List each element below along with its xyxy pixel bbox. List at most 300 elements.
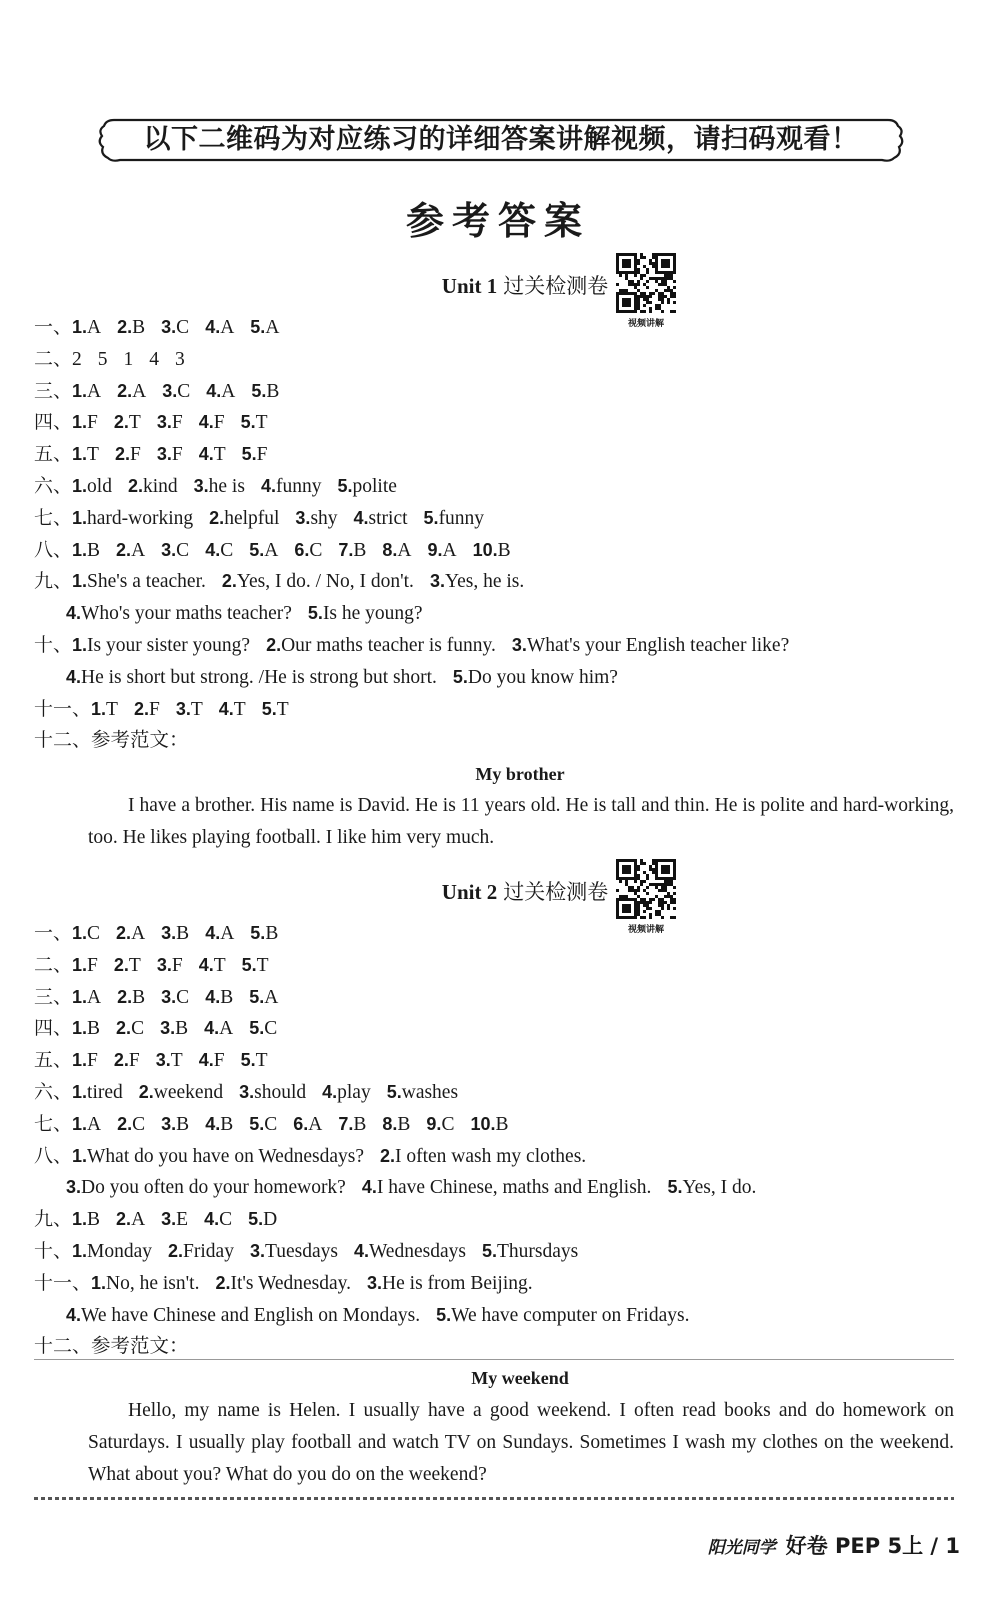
item-answer: Tuesdays	[264, 1241, 338, 1262]
item-number: 1.	[72, 412, 88, 433]
answer-item	[205, 923, 234, 944]
item-number: 2.	[168, 1241, 184, 1261]
answer-item	[72, 1209, 100, 1230]
item-answer: 5	[97, 348, 108, 370]
item-number: 5.	[249, 1018, 265, 1039]
answer-item	[199, 1050, 225, 1071]
item-number: 5.	[261, 698, 277, 719]
unit2-qr-code[interactable]	[610, 858, 682, 935]
item-number: 2.	[116, 539, 132, 560]
item-number: 4.	[218, 698, 234, 719]
item-number: 2.	[116, 923, 132, 943]
answer-item	[250, 317, 279, 338]
item-answer: strict	[368, 507, 408, 529]
answer-item	[512, 635, 789, 656]
item-answer: B	[220, 1113, 234, 1135]
item-number: 5.	[249, 986, 265, 1007]
item-number: 1.	[72, 954, 88, 975]
unit1-qr-code[interactable]	[610, 252, 682, 329]
item-number: 2.	[117, 986, 133, 1007]
item-answer: he is	[208, 476, 245, 497]
item-number: 3.	[295, 507, 311, 528]
item-answer: F	[171, 954, 183, 976]
answer-line	[34, 375, 295, 407]
item-number: 4.	[353, 507, 369, 528]
banner-text: 以下二维码为对应练习的详细答案讲解视频，请扫码观看！	[143, 124, 859, 155]
answer-item	[161, 923, 189, 944]
answer-item	[72, 987, 101, 1008]
item-number: 5.	[667, 1177, 683, 1198]
answer-item	[157, 444, 183, 465]
answer-item	[204, 1209, 232, 1230]
answer-item	[117, 381, 146, 402]
item-answer: shy	[310, 507, 338, 529]
item-answer: funny	[438, 507, 485, 529]
answer-line	[34, 981, 294, 1013]
answer-line	[34, 724, 205, 756]
item-number: 3.	[249, 1241, 265, 1261]
answer-item	[149, 349, 159, 370]
answer-item	[205, 540, 233, 561]
item-answer: Thursdays	[496, 1241, 579, 1262]
question-number: 三、	[34, 379, 73, 402]
item-number: 10.	[470, 1113, 496, 1134]
answer-line	[34, 1267, 549, 1299]
answer-item	[251, 381, 279, 402]
answer-item	[380, 1146, 586, 1167]
item-answer: 参考范文：	[91, 730, 189, 752]
item-answer: Do you often do your homework?	[81, 1177, 346, 1199]
item-number: 5.	[423, 507, 439, 528]
question-number: 五、	[34, 443, 73, 466]
unit1-essay-title: My brother	[475, 764, 565, 784]
answer-line	[34, 917, 294, 949]
answer-item	[116, 923, 145, 944]
answer-line	[34, 629, 805, 661]
answer-item	[295, 508, 337, 529]
item-answer: A	[131, 923, 146, 944]
question-number: 十、	[34, 1240, 73, 1262]
question-number: 三、	[34, 985, 73, 1008]
answer-item	[470, 1114, 508, 1135]
item-number: 5.	[307, 603, 323, 624]
item-answer: A	[442, 539, 457, 561]
item-number: 3.	[156, 444, 172, 465]
answer-item	[382, 1114, 410, 1135]
item-number: 3.	[156, 954, 172, 975]
answer-item	[261, 476, 322, 497]
answer-line	[34, 1235, 594, 1267]
item-number: 3.	[161, 986, 177, 1007]
answer-item	[160, 1018, 188, 1039]
item-number: 7.	[338, 539, 354, 560]
item-answer: Wednesdays	[368, 1241, 466, 1262]
question-number: 九、	[34, 570, 73, 593]
item-answer: C	[219, 1209, 233, 1231]
item-answer: B	[132, 317, 146, 338]
answer-item	[128, 476, 178, 497]
item-number: 2.	[117, 1113, 133, 1134]
answer-line	[34, 1203, 293, 1235]
item-number: 4.	[205, 539, 221, 560]
unit2-title-en: Unit 2	[441, 880, 498, 904]
answer-item	[482, 1241, 578, 1262]
item-answer: hard-working	[87, 507, 194, 529]
item-number: 2.	[221, 571, 237, 592]
item-answer: What's your English teacher like?	[526, 635, 790, 656]
item-answer: C	[220, 539, 234, 561]
answer-item	[72, 444, 99, 465]
item-number: 3.	[161, 1209, 177, 1230]
item-answer: old	[87, 476, 112, 497]
item-number: 8.	[382, 1113, 398, 1134]
item-answer: C	[131, 1018, 145, 1040]
item-number: 4.	[198, 1050, 214, 1071]
item-answer: C	[176, 986, 190, 1008]
answer-item	[114, 412, 141, 433]
question-number: 十一、	[34, 1271, 92, 1294]
unit1-title-cn: 过关检测卷	[503, 274, 609, 298]
answer-line	[34, 693, 305, 725]
unit2-essay-text: Hello, my name is Helen. I usually have a good weekend. I often read books and do homework on Saturdays. I usually play football and watch TV on Sundays. Sometimes I wash my clothes on the weekend. What about you? What do you do on the weekend?	[88, 1400, 954, 1485]
answer-item	[473, 540, 511, 561]
item-answer: F	[87, 412, 98, 434]
item-answer: B	[265, 923, 279, 944]
item-number: 3.	[66, 1177, 82, 1198]
answer-item	[322, 1082, 371, 1103]
answer-item	[194, 476, 245, 497]
answer-item	[250, 1241, 338, 1262]
answer-item	[161, 540, 189, 561]
item-answer: T	[128, 412, 141, 434]
answer-line	[34, 565, 540, 597]
question-number: 四、	[34, 411, 73, 434]
answer-item	[72, 1241, 152, 1262]
answer-item	[250, 923, 278, 944]
question-number: 九、	[34, 1208, 73, 1231]
item-number: 5.	[250, 923, 266, 943]
item-answer: A	[87, 380, 102, 402]
question-number: 五、	[34, 1049, 73, 1072]
answer-item	[72, 955, 98, 976]
qr-label: 视频讲解	[627, 925, 664, 935]
item-number: 3.	[367, 1272, 383, 1293]
answer-item	[199, 444, 226, 465]
item-answer: T	[128, 954, 141, 976]
item-answer: We have computer on Fridays.	[451, 1304, 690, 1326]
item-answer: should	[254, 1082, 307, 1103]
item-answer: C	[176, 539, 190, 561]
item-number: 5.	[249, 1113, 265, 1134]
item-number: 3.	[160, 1018, 176, 1039]
item-answer: C	[441, 1113, 455, 1135]
answer-item	[239, 1082, 306, 1103]
item-number: 1.	[72, 923, 88, 943]
item-answer: Who's your maths teacher?	[81, 603, 292, 625]
unit2-title-cn: 过关检测卷	[503, 880, 609, 904]
item-answer: Yes, I do. / No, I don't.	[236, 571, 414, 593]
answer-item	[426, 1114, 454, 1135]
answer-item	[72, 635, 250, 656]
answer-item	[453, 667, 618, 688]
item-answer: Yes, he is.	[444, 571, 525, 593]
item-answer: 2	[72, 348, 82, 370]
item-number: 9.	[426, 1113, 442, 1134]
answer-item	[115, 444, 141, 465]
divider	[34, 1359, 954, 1360]
item-answer: F	[129, 444, 141, 466]
answer-item	[72, 317, 101, 338]
item-answer: We have Chinese and English on Mondays.	[81, 1304, 421, 1326]
answer-item	[72, 1050, 98, 1071]
item-answer: A	[87, 986, 102, 1008]
item-answer: B	[495, 1113, 509, 1135]
answer-item	[362, 1177, 652, 1198]
answer-line	[34, 949, 285, 981]
item-number: 2.	[209, 507, 225, 528]
question-number: 七、	[34, 506, 73, 529]
item-number: 5.	[386, 1082, 402, 1102]
question-number: 十一、	[34, 697, 92, 720]
item-number: 1.	[72, 1113, 88, 1134]
answer-line	[34, 343, 201, 375]
item-number: 4.	[66, 603, 82, 624]
item-answer: Do you know him?	[467, 666, 618, 688]
item-answer: B	[87, 1018, 101, 1040]
answer-item	[294, 540, 322, 561]
answer-item	[116, 1018, 144, 1039]
answer-item	[91, 1336, 189, 1357]
item-number: 3.	[429, 571, 445, 592]
item-answer: A	[219, 1018, 234, 1040]
item-answer: B	[87, 1209, 101, 1231]
item-number: 5.	[250, 317, 266, 337]
item-answer: T	[255, 1050, 268, 1072]
item-answer: T	[106, 698, 118, 720]
unit2-title	[0, 876, 996, 906]
footer-text: 好卷 PEP 5上 / 1	[785, 1534, 960, 1558]
item-answer: D	[263, 1209, 278, 1231]
answer-item	[249, 1018, 277, 1039]
question-number: 二、	[34, 953, 73, 976]
answer-item	[116, 1209, 145, 1230]
answer-line	[34, 1140, 602, 1172]
answer-item	[241, 412, 268, 433]
answer-item	[176, 699, 203, 720]
answer-item	[436, 1305, 689, 1326]
item-number: 10.	[472, 539, 498, 560]
item-answer: F	[171, 412, 183, 434]
answer-item	[72, 1146, 364, 1167]
item-number: 2.	[133, 698, 149, 719]
item-answer: F	[171, 444, 183, 466]
item-number: 2.	[116, 1209, 132, 1230]
item-answer: T	[190, 698, 203, 720]
item-answer: I have Chinese, maths and English.	[376, 1177, 652, 1199]
item-number: 4.	[361, 1177, 377, 1198]
question-number: 十、	[34, 634, 73, 656]
answer-item	[266, 635, 496, 656]
answer-line	[34, 534, 527, 566]
answer-item	[338, 540, 366, 561]
item-number: 1.	[72, 635, 88, 655]
answer-item	[161, 1114, 189, 1135]
answer-item	[205, 317, 234, 338]
item-answer: funny	[275, 476, 322, 497]
item-number: 6.	[293, 1113, 309, 1134]
answer-item	[72, 381, 101, 402]
answer-line	[34, 1044, 284, 1076]
question-number: 一、	[34, 316, 73, 338]
question-number: 七、	[34, 1112, 73, 1135]
item-answer: No, he isn't.	[106, 1272, 200, 1294]
item-answer: A	[220, 923, 235, 944]
answer-item	[72, 412, 98, 433]
item-answer: play	[337, 1082, 371, 1103]
item-answer: He is from Beijing.	[382, 1272, 533, 1294]
answer-item	[222, 571, 414, 592]
answer-item	[162, 381, 190, 402]
answer-item	[367, 1273, 533, 1294]
item-answer: A	[397, 539, 412, 561]
item-number: 8.	[382, 539, 398, 560]
answer-item	[117, 1114, 145, 1135]
answer-item	[308, 603, 423, 624]
item-number: 4.	[206, 380, 222, 401]
item-answer: C	[176, 317, 190, 338]
item-number: 2.	[113, 954, 129, 975]
unit1-title-en: Unit 1	[441, 274, 498, 298]
answer-line	[66, 1171, 772, 1203]
item-number: 2.	[138, 1082, 154, 1102]
item-answer: F	[87, 954, 98, 976]
item-answer: C	[177, 380, 191, 402]
item-answer: 1	[123, 348, 134, 370]
answer-item	[249, 540, 278, 561]
item-answer: B	[497, 539, 511, 561]
item-answer: C	[264, 1113, 278, 1135]
item-number: 5.	[337, 476, 353, 496]
item-number: 2.	[117, 317, 133, 337]
answer-item	[91, 730, 189, 751]
item-number: 1.	[72, 444, 88, 465]
item-answer: weekend	[153, 1082, 224, 1103]
item-answer: C	[264, 1018, 278, 1040]
answer-item	[262, 699, 289, 720]
answer-item	[215, 1273, 351, 1294]
answer-item	[242, 444, 268, 465]
item-answer: A	[220, 317, 235, 338]
page-footer	[708, 1530, 960, 1560]
answer-item	[66, 1177, 346, 1198]
item-answer: T	[233, 698, 246, 720]
answer-line	[34, 502, 500, 534]
item-answer: F	[128, 1050, 140, 1072]
question-number: 八、	[34, 1144, 73, 1167]
item-number: 5.	[248, 1209, 264, 1230]
answer-item	[134, 699, 160, 720]
answer-item	[199, 412, 225, 433]
answer-item	[430, 571, 524, 592]
item-number: 1.	[72, 476, 88, 496]
answer-line	[34, 438, 284, 470]
item-number: 1.	[91, 698, 107, 719]
question-number: 六、	[34, 475, 73, 497]
qr-code-icon	[610, 858, 682, 920]
item-number: 4.	[205, 317, 221, 337]
item-number: 4.	[198, 954, 214, 975]
item-answer: A	[308, 1113, 323, 1135]
item-answer: A	[87, 317, 102, 338]
item-answer: T	[87, 444, 99, 466]
item-answer: A	[265, 317, 280, 338]
question-number: 二、	[34, 347, 73, 370]
item-number: 3.	[175, 698, 191, 719]
answer-item	[66, 667, 437, 688]
item-answer: A	[131, 539, 146, 561]
answer-item	[66, 1305, 420, 1326]
item-answer: F	[148, 698, 160, 720]
item-number: 4.	[198, 444, 214, 465]
item-answer: A	[221, 380, 236, 402]
answer-item	[91, 1273, 199, 1294]
page-title: 参考答案	[405, 199, 590, 243]
answer-item	[199, 955, 226, 976]
item-answer: She's a teacher.	[87, 571, 206, 593]
answer-line	[34, 311, 295, 343]
item-answer: Our maths teacher is funny.	[281, 635, 496, 656]
item-answer: Friday	[183, 1241, 234, 1262]
answer-line	[66, 661, 634, 693]
item-number: 4.	[205, 1113, 221, 1134]
item-number: 7.	[338, 1113, 354, 1134]
answer-line	[34, 1076, 474, 1108]
item-answer: C	[132, 1113, 146, 1135]
answer-item	[72, 1082, 123, 1103]
answer-item	[175, 349, 185, 370]
item-answer: T	[170, 1050, 183, 1072]
answer-item	[72, 508, 193, 529]
answer-item	[116, 540, 145, 561]
item-number: 1.	[72, 317, 88, 337]
item-answer: What do you have on Wednesdays?	[87, 1145, 364, 1167]
item-answer: A	[131, 1209, 146, 1231]
item-answer: A	[87, 1113, 102, 1135]
item-number: 1.	[72, 1241, 88, 1261]
item-number: 3.	[156, 412, 172, 433]
item-number: 1.	[72, 507, 88, 528]
item-number: 3.	[161, 923, 177, 943]
item-number: 2.	[113, 412, 129, 433]
item-answer: He is short but strong. /He is strong but short.	[81, 666, 437, 688]
answer-item	[66, 603, 292, 624]
instruction-banner	[96, 116, 906, 164]
answer-item	[249, 1114, 277, 1135]
answer-item	[139, 1082, 223, 1103]
item-number: 1.	[72, 1018, 88, 1039]
item-answer: B	[397, 1113, 411, 1135]
answer-item	[428, 540, 457, 561]
item-answer: 3	[175, 348, 185, 370]
answer-item	[114, 1050, 140, 1071]
answer-item	[161, 1209, 188, 1230]
question-number: 八、	[34, 538, 73, 561]
answer-item	[168, 1241, 234, 1262]
answer-item	[242, 955, 269, 976]
answer-item	[387, 1082, 458, 1103]
item-answer: B	[220, 986, 234, 1008]
answer-item	[667, 1177, 756, 1198]
